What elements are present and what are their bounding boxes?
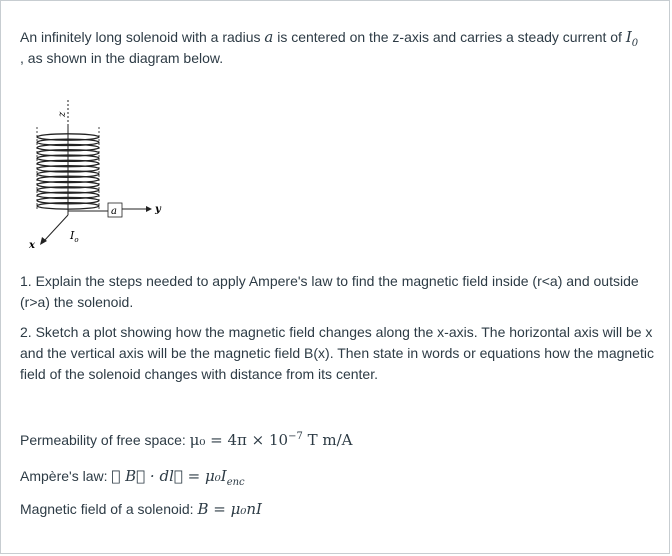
radius-variable: a (264, 28, 274, 46)
intro-text: An infinitely long solenoid with a radius (20, 29, 265, 45)
ampere-label: Ampère's law: (20, 468, 112, 484)
question-1 (20, 271, 654, 313)
solenoid-diagram (20, 97, 170, 257)
intro-text-2: is centered on the z-axis and carries a steady current of (273, 29, 626, 45)
radius-label: a (111, 206, 117, 217)
current-label: $I_o$ (70, 229, 79, 244)
solenoid-expression: B = μ₀nI (197, 500, 262, 518)
ampere-law-formula (20, 466, 654, 487)
permeability-label: Permeability of free space: (20, 432, 190, 448)
permeability-formula (20, 430, 654, 451)
permeability-expression: $\mu_0 = 4\pi \times 10^{-7}$ T m/A (189, 431, 353, 449)
z-axis-label: z (57, 111, 68, 117)
question-2-text: 2. Sketch a plot showing how the magnetic field changes along the x-axis. The horizontal axis will be x and the vertical axis will be the magnetic field B(x). Then state in words or equations how the magnetic field of the solenoid changes with distance from its center. (20, 324, 654, 382)
current-symbol: $I_0$ (625, 28, 639, 49)
x-axis-label: x (29, 240, 35, 251)
solenoid-field-formula (20, 499, 654, 520)
y-axis-arrow (146, 206, 152, 212)
solenoid-coils (37, 134, 99, 209)
x-axis-line (44, 215, 68, 241)
solenoid-svg (20, 97, 170, 257)
intro-text-3: , as shown in the diagram below. (20, 50, 224, 66)
question-2 (20, 322, 654, 385)
question-1-text: 1. Explain the steps needed to apply Ampere's law to find the magnetic field inside (r<a) and outside (r>a) the solenoid. (20, 273, 639, 310)
ampere-expression: ∮ B⃗ · dl⃗ = $\mu_0I_{enc}$ (111, 467, 245, 488)
y-axis-label: y (155, 204, 161, 215)
intro-paragraph (20, 27, 654, 69)
solenoid-label: Magnetic field of a solenoid: (20, 501, 198, 517)
